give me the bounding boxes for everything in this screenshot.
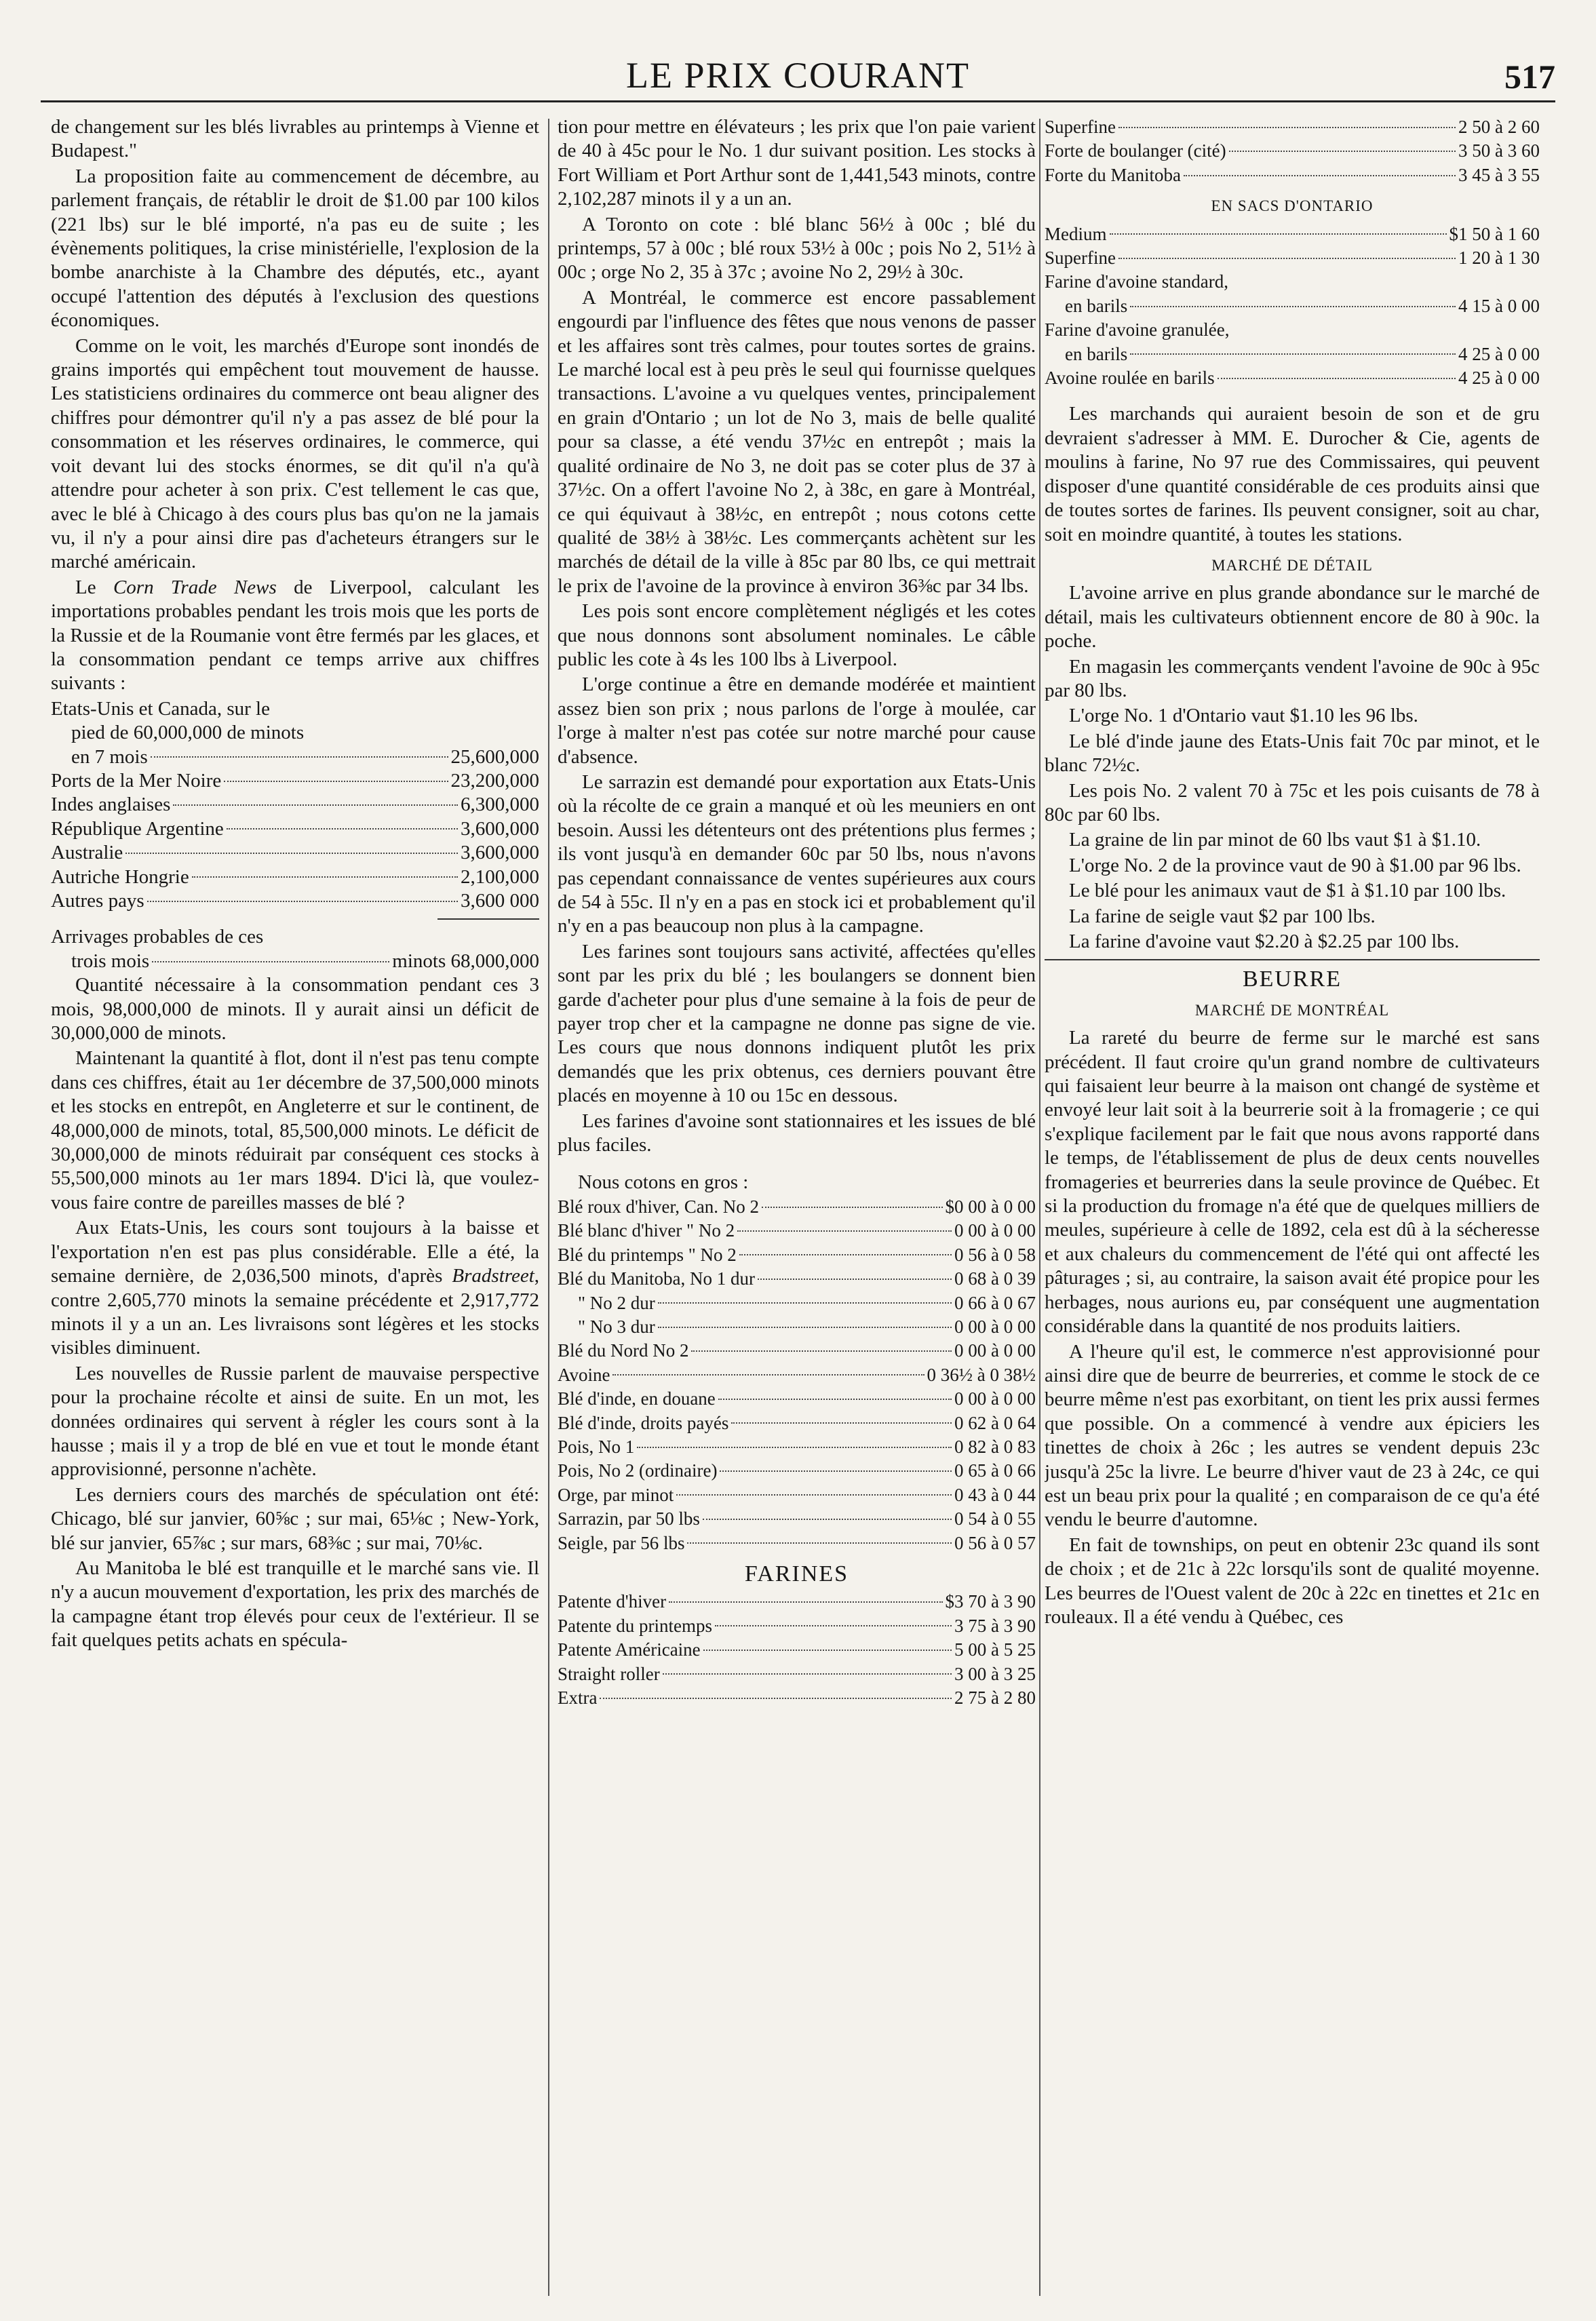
- paragraph: A Toronto on cote : blé blanc 56½ à 00c ; blé du printemps, 57 à 00c ; blé roux 53½ à 00c ; pois No 2, 51½ à 00c ; orge No 2, 35 à 37c ; avoine No 2, 29½ à 30c.: [558, 213, 1036, 284]
- paragraph: Quantité nécessaire à la consommation pendant ces 3 mois, 98,000,000 de minots. Il y aurait ainsi un déficit de 30,000,000 de minots.: [51, 974, 539, 1045]
- row-value: 0 00 à 0 00: [954, 1340, 1036, 1361]
- column-left: [51, 115, 539, 2299]
- table-row: [558, 1532, 1036, 1555]
- table-row: [1045, 246, 1540, 270]
- row-value: 5 00 à 5 25: [954, 1639, 1036, 1660]
- table-row: [51, 889, 539, 913]
- row-label: Autres pays: [51, 890, 144, 912]
- row-value: 3 75 à 3 90: [954, 1615, 1036, 1636]
- table-row: [558, 1267, 1036, 1291]
- row-value: 0 54 à 0 55: [954, 1508, 1036, 1529]
- row-label: Seigle, par 56 lbs: [558, 1532, 685, 1553]
- table-row: [558, 1614, 1036, 1638]
- table-row: [51, 745, 539, 769]
- paragraph: [51, 1216, 539, 1360]
- section-heading: MARCHÉ DE DÉTAIL: [1211, 556, 1373, 574]
- row-value: $1 50 à 1 60: [1449, 223, 1540, 244]
- table-row: [1045, 222, 1540, 246]
- leader-dots: [1110, 233, 1447, 235]
- paragraph: Au Manitoba le blé est tranquille et le marché sans vie. Il n'y a aucun mouvement d'exportation, les prix des marchés de la campagne étant trop élevés pour ceux de l'extérieur. Il se fait quelques petits achats en spécula-: [51, 1557, 539, 1652]
- paragraph: Le sarrazin est demandé pour exportation aux Etats-Unis où la récolte de ce grain a manqué et où les meuniers en ont besoin. Aussi les détenteurs ont des prétentions plus fermes ; ils vont jusqu'à en demander 60c par 50 lbs, nous n'avons pas cependant connaissance de ventes supérieures aux cours de 54 à 55c. Il n'y en a pas en stock ici et probablement qu'il n'y en a pas beaucoup non plus à la campagne.: [558, 771, 1036, 937]
- leader-dots: [739, 1254, 952, 1255]
- table-row: [558, 1662, 1036, 1686]
- leader-dots: [762, 1207, 943, 1208]
- row-label: en 7 mois: [71, 745, 148, 768]
- section-heading: BEURRE: [1242, 967, 1342, 992]
- table-row: [1045, 366, 1540, 390]
- spacer: [1045, 390, 1540, 402]
- row-value: 0 56 à 0 57: [954, 1532, 1036, 1553]
- table-row: [51, 793, 539, 817]
- column-divider: [548, 119, 549, 2296]
- row-value: $3 70 à 3 90: [945, 1591, 1036, 1612]
- row-label: Blé du printemps " No 2: [558, 1244, 737, 1265]
- table-row: [558, 1507, 1036, 1531]
- leader-dots: [147, 901, 458, 902]
- row-label: " No 2 dur: [578, 1292, 655, 1313]
- paragraph: Les farines d'avoine sont stationnaires et les issues de blé plus faciles.: [558, 1110, 1036, 1156]
- row-value: 0 82 à 0 83: [954, 1436, 1036, 1457]
- paragraph: [51, 576, 539, 696]
- row-value: 0 56 à 0 58: [954, 1244, 1036, 1265]
- row-label: Superfine: [1045, 248, 1116, 269]
- section-heading: FARINES: [744, 1561, 849, 1586]
- imports-intro: pied de 60,000,000 de minots: [71, 722, 305, 744]
- leader-dots: [152, 961, 389, 962]
- row-value: 2 75 à 2 80: [954, 1688, 1036, 1708]
- paragraph: La proposition faite au commencement de décembre, au parlement français, de rétablir le droit de $1.00 par 100 kilos (221 lbs) sur le blé importé, n'a pas eu de suite ; les évènements politiques, la crise ministérielle, l'explosion de la bombe anarchiste à la Chambre des députés, etc., ayant occupé l'attention des députés à l'exclusion des questions économiques.: [51, 165, 539, 332]
- section-rule: [1045, 959, 1540, 960]
- row-value: 6,300,000: [461, 794, 539, 816]
- row-label: Sarrazin, par 50 lbs: [558, 1508, 700, 1529]
- leader-dots: [731, 1422, 952, 1424]
- row-label: Blé du Nord No 2: [558, 1340, 689, 1361]
- table-row: [51, 865, 539, 889]
- row-value: 1 20 à 1 30: [1458, 248, 1540, 269]
- arrivals-total: [51, 950, 539, 973]
- leader-dots: [227, 828, 458, 830]
- leader-dots: [758, 1279, 952, 1280]
- leader-dots: [612, 1374, 924, 1376]
- row-label: Australie: [51, 842, 123, 864]
- quotes-intro: Nous cotons en gros :: [578, 1171, 749, 1194]
- table-row: [558, 1435, 1036, 1459]
- paragraph: Les marchands qui auraient besoin de son et de gru devraient s'adresser à MM. E. Durocher & Cie, agents de moulins à farine, No 97 rue des Commissaires, qui peuvent disposer d'une quantité considérable de ces produits ainsi que de toutes sortes de farines. Ils peuvent consigner, soit au char, soit en moindre quantité, à toutes les stations.: [1045, 403, 1540, 545]
- paragraph: L'orge No. 2 de la province vaut de 90 à $1.00 par 96 lbs.: [1069, 854, 1521, 876]
- table-row: [558, 1219, 1036, 1243]
- paragraph: Les nouvelles de Russie parlent de mauvaise perspective pour la prochaine récolte et ainsi de suite. En un mot, les données ordinaires qui servent à régler les cours sont à la hausse ; mais il y a trop de blé en vue et tout le monde étant approvisionné, personne n'achète.: [51, 1362, 539, 1481]
- publication-name: Corn Trade News: [113, 576, 277, 598]
- leader-dots: [669, 1601, 942, 1603]
- imports-table: [51, 745, 539, 914]
- row-value: 0 00 à 0 00: [954, 1220, 1036, 1241]
- row-value: 0 65 à 0 66: [954, 1460, 1036, 1481]
- row-value: 2 50 à 2 60: [1458, 117, 1540, 137]
- leader-dots: [691, 1350, 952, 1352]
- row-label: Blé d'inde, droits payés: [558, 1412, 729, 1433]
- row-label: Orge, par minot: [558, 1484, 674, 1505]
- paragraph: Comme on le voit, les marchés d'Europe sont inondés de grains importés qui empêchent tout mouvement de hausse. Les statisticiens ordinaires du commerce ont beau aligner des chiffres pour démontrer qu'il n'y a pas assez de blé pour la consommation et les réserves ordinaires, le commerce, qui voit devant lui des stocks énormes, se dit qu'il n'a qu'à attendre pour acheter à son prix. C'est tellement le cas que, avec le blé à Chicago à des cours plus bas qu'on ne la jamais vu, il n'y a pour ainsi dire pas d'acheteurs étrangers sur le marché américain.: [51, 334, 539, 573]
- column-divider: [1039, 119, 1040, 2296]
- row-label: Blé blanc d'hiver " No 2: [558, 1220, 735, 1241]
- leader-dots: [1118, 127, 1456, 128]
- row-label: Blé roux d'hiver, Can. No 2: [558, 1196, 759, 1217]
- leader-dots: [1184, 175, 1456, 176]
- table-row: [558, 1291, 1036, 1315]
- row-label: Farine d'avoine standard,: [1045, 271, 1229, 292]
- row-value: 0 43 à 0 44: [954, 1484, 1036, 1505]
- row-label: Patente d'hiver: [558, 1591, 667, 1612]
- row-value: 4 25 à 0 00: [1458, 343, 1540, 364]
- paragraph: La rareté du beurre de ferme sur le marché est sans précédent. Il faut croire qu'un grand nombre de cultivateurs qui faisaient leur beurre à la maison ont changé de système et envoyé leur lait soit à la beurrerie soit à la fromagerie ; ce qui s'explique facilement par le fait que nous avons rapporté dans le temps, de l'établissement de plus de deux cents nouvelles fromageries et beurreries dans la seule province de Québec. Et si la production du fromage n'a été que de quelques milliers de meules, supérieure à celle de 1892, cela est dû à la sécheresse et aux chaleurs du commencement de l'été qui ont affecté les pâturages ; si, au contraire, la saison avait été propice pour les herbages, nous aurions eu, par conséquent une augmentation considérable dans la quantité de nos produits laitiers.: [1045, 1027, 1540, 1338]
- row-value: 0 62 à 0 64: [954, 1412, 1036, 1433]
- leader-dots: [687, 1542, 952, 1544]
- row-label: trois mois: [71, 950, 150, 972]
- page-header: [0, 0, 1596, 109]
- table-row: [558, 1638, 1036, 1662]
- leader-dots: [703, 1519, 952, 1520]
- paragraph: Les derniers cours des marchés de spéculation ont été: Chicago, blé sur janvier, 60⅝c ; sur mai, 65⅛c ; New-York, blé sur janvier, 65⅞c ; sur mars, 68⅜c ; sur mai, 70⅛c.: [51, 1483, 539, 1554]
- paragraph: Les pois No. 2 valent 70 à 75c et les pois cuisants de 78 à 80c par 60 lbs.: [1045, 779, 1540, 825]
- leader-dots: [1229, 151, 1456, 152]
- table-row: [558, 1363, 1036, 1387]
- row-label: Autriche Hongrie: [51, 865, 189, 888]
- spacer: [558, 1158, 1036, 1171]
- row-value: 4 25 à 0 00: [1458, 368, 1540, 389]
- flour-cont-table: [1045, 115, 1540, 187]
- leader-dots: [703, 1650, 952, 1651]
- header-rule: [41, 100, 1555, 102]
- paragraph: Maintenant la quantité à flot, dont il n'est pas tenu compte dans ces chiffres, était au 1er décembre de 37,500,000 minots et les stocks en entrepôt, en Angleterre et sur le continent, de 48,000,000 de minots, total, 85,500,000 minots. Le déficit de 30,000,000 de minots réduirait par conséquent ces stocks à 55,500,000 minots au 1er mars 1894. D'ici là, que voulez-vous faire contre de pareilles masses de blé ?: [51, 1047, 539, 1213]
- paragraph: tion pour mettre en élévateurs ; les prix que l'on paie varient de 40 à 45c pour le No. 1 dur suivant position. Les stocks à Fort William et Port Arthur sont de 1,441,543 minots, contre 2,102,287 minots il y a un an.: [558, 116, 1036, 210]
- table-row: [558, 1387, 1036, 1411]
- paragraph: de changement sur les blés livrables au printemps à Vienne et Budapest.": [51, 116, 539, 162]
- paragraph: La farine de seigle vaut $2 par 100 lbs.: [1069, 905, 1376, 927]
- paragraph: La farine d'avoine vaut $2.20 à $2.25 par 100 lbs.: [1069, 931, 1460, 952]
- table-row: [558, 1686, 1036, 1710]
- table-row: [51, 817, 539, 841]
- leader-dots: [658, 1327, 952, 1328]
- table-row: [558, 1411, 1036, 1435]
- leader-dots: [224, 781, 448, 782]
- leader-dots: [658, 1302, 952, 1304]
- row-value: 3 50 à 3 60: [1458, 140, 1540, 161]
- grain-price-table: [558, 1195, 1036, 1555]
- flour-price-table: [558, 1590, 1036, 1710]
- leader-dots: [192, 876, 458, 878]
- leader-dots: [663, 1673, 952, 1675]
- row-value: 0 68 à 0 39: [954, 1268, 1036, 1289]
- row-label: Avoine roulée en barils: [1045, 368, 1215, 389]
- table-row: [558, 1243, 1036, 1267]
- text: de Liverpool, calculant les importations probables pendant les trois mois que les ports de la Russie et de la Roumanie vont être fermés par les glaces, et la consommation pendant ce temps arrive aux chiffres suivants :: [51, 576, 539, 695]
- paragraph: L'orge continue a être en demande modérée et maintient assez bien son prix ; nous parlons de l'orge à moulée, car l'orge à malter n'est pas cotée sur notre marché pour cause d'absence.: [558, 674, 1036, 768]
- table-row: [51, 841, 539, 865]
- paragraph: Le blé d'inde jaune des Etats-Unis fait 70c par minot, et le blanc 72½c.: [1045, 730, 1540, 777]
- section-subheading: MARCHÉ DE MONTRÉAL: [1194, 1001, 1390, 1019]
- leader-dots: [718, 1399, 952, 1400]
- paragraph: A l'heure qu'il est, le commerce n'est approvisionné pour ainsi dire que de beurre de beurreries, et comme le stock de ce beurre même n'est pas exorbitant, on tient les prix aussi fermes que possible. On a commencé à vendre aux épiciers les tinettes de choix à 26c ; les autres se vendent depuis 23c jusqu'à 25c la livre. Le beurre d'hiver vaut de 23 à 24c, ce qui est un beau prix pour la qualité ; en comparaison de ce qu'a été vendu le beurre d'automne.: [1045, 1340, 1540, 1531]
- imports-intro: Etats-Unis et Canada, sur le: [51, 697, 270, 720]
- row-label: Medium: [1045, 223, 1107, 244]
- publication-name: Bradstreet: [452, 1265, 534, 1287]
- row-label: Blé du Manitoba, No 1 dur: [558, 1268, 755, 1289]
- paragraph: Les pois sont encore complètement négligés et les cotes que nous donnons sont absolument nominales. Le câble public les cote à 4s les 100 lbs à Liverpool.: [558, 600, 1036, 670]
- row-label: Straight roller: [558, 1663, 660, 1684]
- leader-dots: [125, 853, 458, 854]
- row-label: Forte du Manitoba: [1045, 164, 1181, 185]
- row-label: Pois, No 2 (ordinaire): [558, 1460, 718, 1481]
- leader-dots: [1130, 353, 1456, 355]
- sacks-price-table: [1045, 222, 1540, 391]
- row-label: Patente Américaine: [558, 1639, 701, 1660]
- row-label: Avoine: [558, 1364, 610, 1385]
- row-value: 3 00 à 3 25: [954, 1663, 1036, 1684]
- leader-dots: [737, 1230, 952, 1232]
- row-value: $0 00 à 0 00: [945, 1196, 1036, 1217]
- row-label: Pois, No 1: [558, 1436, 635, 1457]
- row-label: Blé d'inde, en douane: [558, 1388, 716, 1409]
- row-label: Forte de boulanger (cité): [1045, 140, 1226, 161]
- row-label: Patente du printemps: [558, 1615, 712, 1636]
- row-value: 0 36½ à 0 38½: [927, 1364, 1036, 1385]
- row-label: Extra: [558, 1688, 598, 1708]
- sum-rule: [437, 918, 539, 920]
- table-row: [1045, 294, 1540, 318]
- paragraph: Les farines sont toujours sans activité, affectées qu'elles sont par les prix du blé ; les boulangers se donnent bien garde d'acheter pour plus d'une semaine à la fois de peur de payer trop cher et la campagne ne donne pas signe de vie. Les cours que nous donnons indiquent plutôt les prix demandés que les prix obtenus, ces derniers pouvant être placés en moyenne à 10 ou 15c en dessous.: [558, 940, 1036, 1107]
- table-row: [558, 1590, 1036, 1614]
- row-value: 3,600,000: [461, 817, 539, 840]
- row-label: Ports de la Mer Noire: [51, 769, 222, 792]
- leader-dots: [151, 756, 448, 758]
- table-row: [558, 1315, 1036, 1339]
- table-row: [51, 769, 539, 793]
- row-value: 0 66 à 0 67: [954, 1292, 1036, 1313]
- row-value: 3,600,000: [461, 842, 539, 864]
- text: , contre 2,605,770 minots la semaine précédente et 2,917,772 minots il y a un an. Les livraisons sont légères et les stocks visibles diminuent.: [51, 1265, 539, 1359]
- table-row: [1045, 343, 1540, 366]
- row-label: en barils: [1065, 343, 1128, 364]
- row-value: 4 15 à 0 00: [1458, 295, 1540, 316]
- row-label: Farine d'avoine granulée,: [1045, 319, 1230, 340]
- leader-dots: [1218, 378, 1456, 379]
- column-middle: [558, 115, 1036, 2299]
- row-label: Superfine: [1045, 117, 1116, 137]
- table-row: [1045, 115, 1540, 139]
- leader-dots: [1118, 258, 1456, 259]
- row-value: 2,100,000: [461, 865, 539, 888]
- paragraph: En magasin les commerçants vendent l'avoine de 90c à 95c par 80 lbs.: [1045, 655, 1540, 701]
- row-label: Indes anglaises: [51, 794, 171, 816]
- table-row: [1045, 163, 1540, 187]
- leader-dots: [676, 1494, 952, 1496]
- paragraph: Le blé pour les animaux vaut de $1 à $1.10 par 100 lbs.: [1069, 880, 1506, 902]
- row-value: 23,200,000: [450, 769, 539, 792]
- paragraph: L'avoine arrive en plus grande abondance sur le marché de détail, mais les cultivateurs obtiennent encore de 80 à 90c. la poche.: [1045, 582, 1540, 652]
- leader-dots: [715, 1625, 952, 1626]
- paragraph: L'orge No. 1 d'Ontario vaut $1.10 les 96 lbs.: [1069, 705, 1418, 727]
- table-row: [558, 1483, 1036, 1507]
- leader-dots: [173, 804, 458, 806]
- row-label: République Argentine: [51, 817, 224, 840]
- row-value: 25,600,000: [450, 745, 539, 768]
- table-row: [1045, 139, 1540, 163]
- row-label: " No 3 dur: [578, 1316, 655, 1337]
- table-row: [558, 1195, 1036, 1219]
- arrivals-label: Arrivages probables de ces: [51, 926, 264, 948]
- row-value: minots 68,000,000: [392, 950, 539, 972]
- table-row: [558, 1339, 1036, 1363]
- row-value: 0 00 à 0 00: [954, 1388, 1036, 1409]
- leader-dots: [637, 1447, 952, 1448]
- section-heading: EN SACS D'ONTARIO: [1211, 197, 1374, 215]
- row-value: 0 00 à 0 00: [954, 1316, 1036, 1337]
- leader-dots: [600, 1698, 952, 1699]
- text: Le: [75, 576, 96, 598]
- row-label: en barils: [1065, 295, 1128, 316]
- table-row: [558, 1459, 1036, 1483]
- page-number: 517: [1504, 58, 1555, 96]
- publication-title: LE PRIX COURANT: [625, 55, 970, 96]
- text: Aux Etats-Unis, les cours sont toujours à la baisse et l'exportation n'en est pas plus considérable. Elle a été, la semaine dernière, de 2,036,500 minots, d'après: [51, 1217, 539, 1287]
- leader-dots: [1130, 306, 1456, 307]
- row-value: 3,600 000: [461, 890, 539, 912]
- paragraph: La graine de lin par minot de 60 lbs vaut $1 à $1.10.: [1069, 829, 1481, 851]
- paragraph: A Montréal, le commerce est encore passablement engourdi par l'influence des fêtes que nous venons de passer et les affaires sont très calmes, pour toutes sortes de grains. Le marché local est à peu près le seul qui fournisse quelques transactions. L'avoine a vu quelques ventes, principalement en grain d'Ontario ; un lot de No 3, mais de belle qualité pour sa classe, a été vendu 37½c en entrepôt ; mais la qualité ordinaire de No 3, ne doit pas se coter plus de 37 à 37½c. On a offert l'avoine No 2, à 38c, en gare à Montréal, ce qui équivaut à 38½c, en entrepôt ; nous cotons cette qualité de 38½ à 38½c. Les commerçants achètent sur les marchés de détail de la ville à 85c par 80 lbs, ce qui mettrait le prix de l'avoine de la province à environ 36⅜c par 34 lbs.: [558, 286, 1036, 597]
- row-value: 3 45 à 3 55: [1458, 164, 1540, 185]
- leader-dots: [720, 1470, 952, 1472]
- column-right: [1045, 115, 1540, 2299]
- paragraph: En fait de townships, on peut en obtenir 23c quand ils sont de choix ; et de 21c à 22c lorsqu'ils sont de qualité moyenne. Les beurres de l'Ouest valent de 20c à 22c en tinettes et 21c en rouleaux. Il a été vendu à Québec, ces: [1045, 1534, 1540, 1628]
